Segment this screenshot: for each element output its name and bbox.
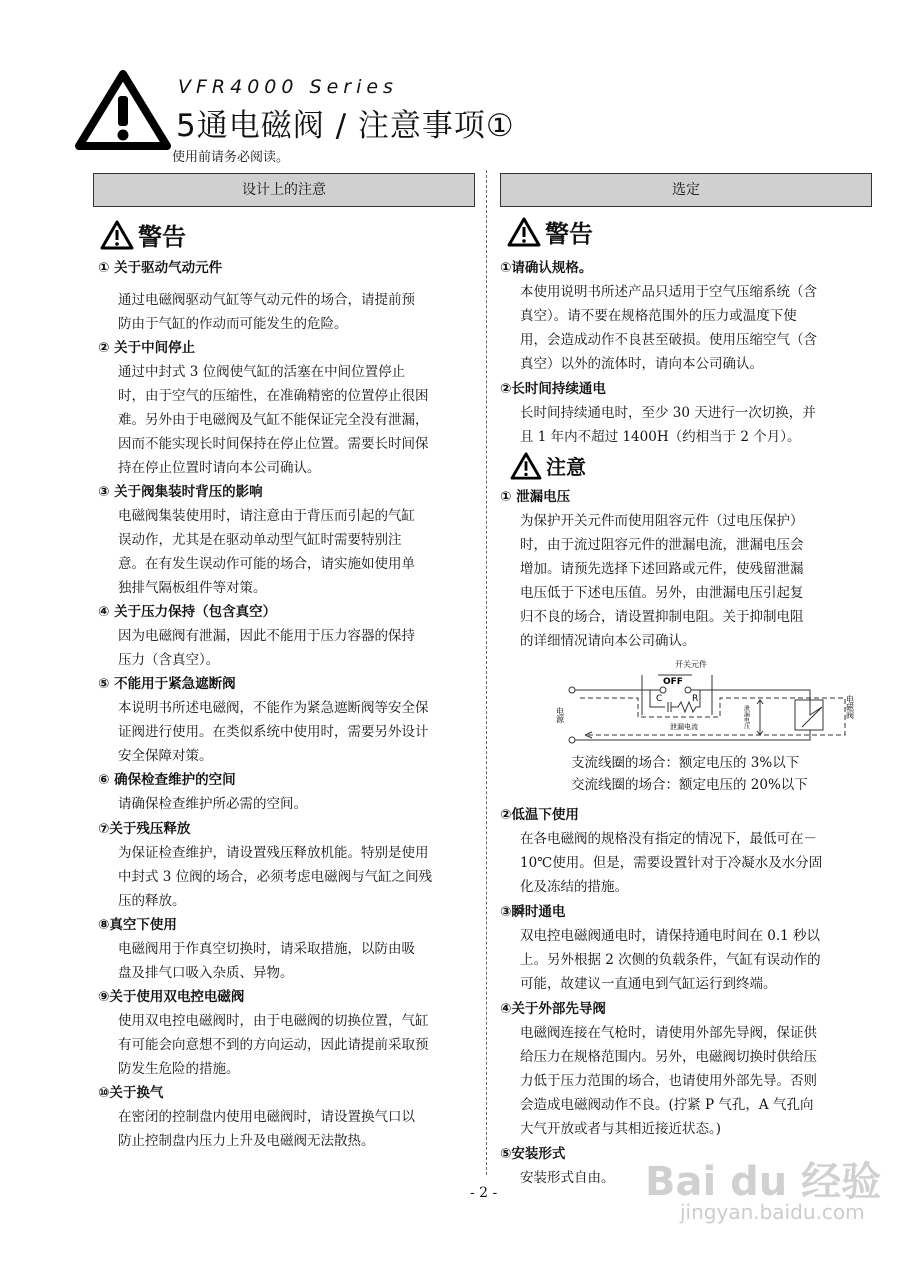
- note-item-line: 难。另外由于电磁阀及气缸不能保证完全没有泄漏，: [118, 412, 429, 428]
- note-item: [98, 768, 307, 816]
- note-item-line: 真空）以外的流体时，请向本公司确认。: [520, 356, 763, 372]
- page-number: - 2 -: [470, 1185, 498, 1201]
- series-name: VFR4000 Series: [178, 76, 398, 98]
- note-item-line: 可能，故建议一直通电到气缸运行到终端。: [520, 976, 777, 992]
- note-item-title: ⑤ 不能用于紧急遮断阀: [98, 676, 236, 692]
- note-item-line: 使用双电控电磁阀时，由于电磁阀的切换位置，气缸: [118, 1013, 429, 1029]
- note-item-line: 因而不能实现长时间保持在停止位置。需要长时间保: [118, 436, 429, 452]
- leak-voltage-circuit-diagram: [555, 655, 860, 747]
- note-item-line: 上。另外根据 2 次侧的负载条件，气缸有误动作的: [520, 952, 821, 968]
- note-item: [98, 480, 415, 600]
- warning-icon: [507, 217, 541, 247]
- note-item: [98, 336, 429, 480]
- note-item-line: 在各电磁阀的规格没有指定的情况下，最低可在－: [520, 831, 817, 847]
- note-item-title: ③ 关于阀集装时背压的影响: [98, 484, 263, 500]
- note-item-title: ⑤安装形式: [500, 1146, 566, 1162]
- warning-icon: [100, 220, 134, 250]
- note-item: [98, 913, 415, 985]
- note-item-line: 请确保检查维护所必需的空间。: [118, 796, 307, 812]
- right-warning-heading: [507, 214, 593, 249]
- note-item-line: 安全保障对策。: [118, 748, 213, 764]
- left-warning-heading: [100, 217, 186, 252]
- diagram-label-leak-voltage: 泄漏电压: [742, 705, 750, 729]
- note-item-title: ④关于外部先导阀: [500, 1001, 606, 1017]
- watermark-logo: Bai du 经验: [645, 1159, 882, 1205]
- note-item: [500, 1142, 615, 1190]
- caption-ac: 交流线圈的场合：额定电压的 20%以下: [571, 777, 808, 793]
- caution-heading: [510, 451, 586, 480]
- note-item: [98, 1081, 415, 1153]
- note-item-title: ⑨关于使用双电控电磁阀: [98, 989, 245, 1005]
- note-item-line: 真空）。请不要在规格范围外的压力或温度下使: [520, 308, 797, 324]
- warning-label: 警告: [545, 220, 593, 248]
- note-item-line: 给压力在规格范围内。另外，电磁阀切换时供给压: [520, 1049, 817, 1065]
- note-item: [500, 900, 821, 996]
- note-item-title: ②长时间持续通电: [500, 381, 606, 397]
- diagram-label-valve: 电磁阀: [845, 695, 855, 719]
- column-divider: [486, 170, 487, 1175]
- note-item-line: 防发生危险的措施。: [118, 1061, 240, 1077]
- note-item-line: 安装形式自由。: [520, 1170, 615, 1186]
- page-subtitle: 使用前请务必阅读。: [172, 150, 290, 165]
- note-item-title: ⑦关于残压释放: [98, 821, 191, 837]
- note-item-line: 为保护开关元件而使用阻容元件（过电压保护）: [520, 513, 804, 529]
- note-item-title: ⑩关于换气: [98, 1085, 164, 1101]
- note-item-line: 意。在有发生误动作可能的场合，请实施如使用单: [118, 556, 415, 572]
- diagram-label-power: 电源: [555, 707, 565, 723]
- note-item: [98, 256, 415, 336]
- note-item: [98, 672, 429, 768]
- note-item-title: ④ 关于压力保持（包含真空）: [98, 604, 277, 620]
- note-item-line: 本说明书所述电磁阀，不能作为紧急遮断阀等安全保: [118, 700, 429, 716]
- note-item-line: 通过中封式 3 位阀使气缸的活塞在中间位置停止: [118, 364, 406, 380]
- note-item-line: 时，由于空气的压缩性，在准确精密的位置停止很困: [118, 388, 429, 404]
- warning-triangle-icon: [75, 70, 171, 150]
- note-item-line: 通过电磁阀驱动气缸等气动元件的场合，请提前预: [118, 292, 415, 308]
- note-item-line: 电磁阀连接在气枪时，请使用外部先导阀，保证供: [520, 1025, 817, 1041]
- note-item-title: ⑧真空下使用: [98, 917, 177, 933]
- warning-label: 警告: [138, 223, 186, 251]
- watermark-url: jingyan.baidu.com: [680, 1200, 865, 1224]
- right-column-header: 选定: [500, 173, 872, 207]
- note-item-line: 因为电磁阀有泄漏，因此不能用于压力容器的保持: [118, 628, 415, 644]
- note-item-line: 本使用说明书所述产品只适用于空气压缩系统（含: [520, 284, 817, 300]
- note-item-line: 10℃使用。但是，需要设置针对于冷凝水及水分固: [520, 855, 823, 871]
- note-item-line: 压的释放。: [118, 893, 186, 909]
- note-item-title: ②低温下使用: [500, 807, 579, 823]
- note-item-line: 防止控制盘内压力上升及电磁阀无法散热。: [118, 1133, 375, 1149]
- note-item-line: 用，会造成动作不良甚至破损。使用压缩空气（含: [520, 332, 817, 348]
- diagram-label-switch: 开关元件: [675, 660, 707, 669]
- note-item-line: 的详细情况请向本公司确认。: [520, 633, 696, 649]
- note-item-title: ③瞬时通电: [500, 904, 566, 920]
- note-item-line: 长时间持续通电时，至少 30 天进行一次切换，并: [520, 405, 816, 421]
- note-item-line: 电磁阀用于作真空切换时，请采取措施，以防由吸: [118, 941, 415, 957]
- note-item-line: 且 1 年内不超过 1400H（约相当于 2 个月）。: [520, 429, 801, 445]
- diagram-label-off: OFF: [663, 677, 683, 687]
- note-item-line: 证阀进行使用。在类似系统中使用时，需要另外设计: [118, 724, 429, 740]
- caution-label: 注意: [546, 455, 586, 479]
- diagram-label-r: R: [692, 694, 699, 704]
- note-item-line: 持在停止位置时请向本公司确认。: [118, 460, 321, 476]
- left-column-header: 设计上的注意: [93, 173, 475, 207]
- note-item-line: 化及冻结的措施。: [520, 879, 628, 895]
- note-item-line: 盘及排气口吸入杂质、异物。: [118, 965, 294, 981]
- note-item-line: 在密闭的控制盘内使用电磁阀时，请设置换气口以: [118, 1109, 415, 1125]
- note-item-title: ② 关于中间停止: [98, 340, 196, 356]
- note-item-line: 有可能会向意想不到的方向运动，因此请提前采取预: [118, 1037, 429, 1053]
- note-item-title: ⑥ 确保检查维护的空间: [98, 772, 236, 788]
- note-item-line: 会造成电磁阀动作不良。(拧紧 P 气孔，A 气孔向: [520, 1097, 814, 1113]
- diagram-captions: [571, 752, 808, 796]
- page-title: 5通电磁阀 / 注意事项①: [176, 108, 515, 144]
- note-item: [98, 600, 415, 672]
- note-item-title: ① 泄漏电压: [500, 489, 571, 505]
- note-item-line: 防由于气缸的作动而可能发生的危险。: [118, 316, 348, 332]
- note-item: [98, 985, 429, 1081]
- note-item-line: 双电控电磁阀通电时，请保持通电时间在 0.1 秒以: [520, 928, 821, 944]
- diagram-label-leak-current: 泄漏电流: [670, 723, 698, 731]
- note-item-line: 大气开放或者与其相近接近状态。): [520, 1121, 722, 1137]
- note-item-line: 为保证检查维护，请设置残压释放机能。特别是使用: [118, 845, 429, 861]
- note-item: [98, 817, 432, 913]
- note-item-line: 增加。请预先选择下述回路或元件，使残留泄漏: [520, 561, 804, 577]
- note-item: [500, 256, 817, 376]
- note-item: [500, 803, 822, 899]
- note-item: [500, 485, 804, 653]
- note-item-line: 时，由于流过阻容元件的泄漏电流，泄漏电压会: [520, 537, 804, 553]
- note-item-line: 中封式 3 位阀的场合，必须考虑电磁阀与气缸之间残: [118, 869, 433, 885]
- caption-dc: 支流线圈的场合：额定电压的 3%以下: [571, 755, 800, 771]
- note-item-line: 电压低于下述电压值。另外，由泄漏电压引起复: [520, 585, 804, 601]
- note-item-title: ①请确认规格。: [500, 260, 593, 276]
- note-item-line: 归不良的场合，请设置抑制电阻。关于抑制电阻: [520, 609, 804, 625]
- spacer: [98, 280, 415, 288]
- diagram-label-c: C: [656, 694, 663, 704]
- note-item-line: 力低于压力范围的场合，也请使用外部先导。否则: [520, 1073, 817, 1089]
- note-item: [500, 377, 816, 449]
- note-item-title: ① 关于驱动气动元件: [98, 260, 223, 276]
- note-item: [500, 997, 817, 1141]
- note-item-line: 误动作，尤其是在驱动单动型气缸时需要特别注: [118, 532, 402, 548]
- note-item-line: 电磁阀集装使用时，请注意由于背压而引起的气缸: [118, 508, 415, 524]
- note-item-line: 独排气隔板组件等对策。: [118, 580, 267, 596]
- caution-icon: [510, 452, 542, 480]
- note-item-line: 压力（含真空）。: [118, 652, 220, 668]
